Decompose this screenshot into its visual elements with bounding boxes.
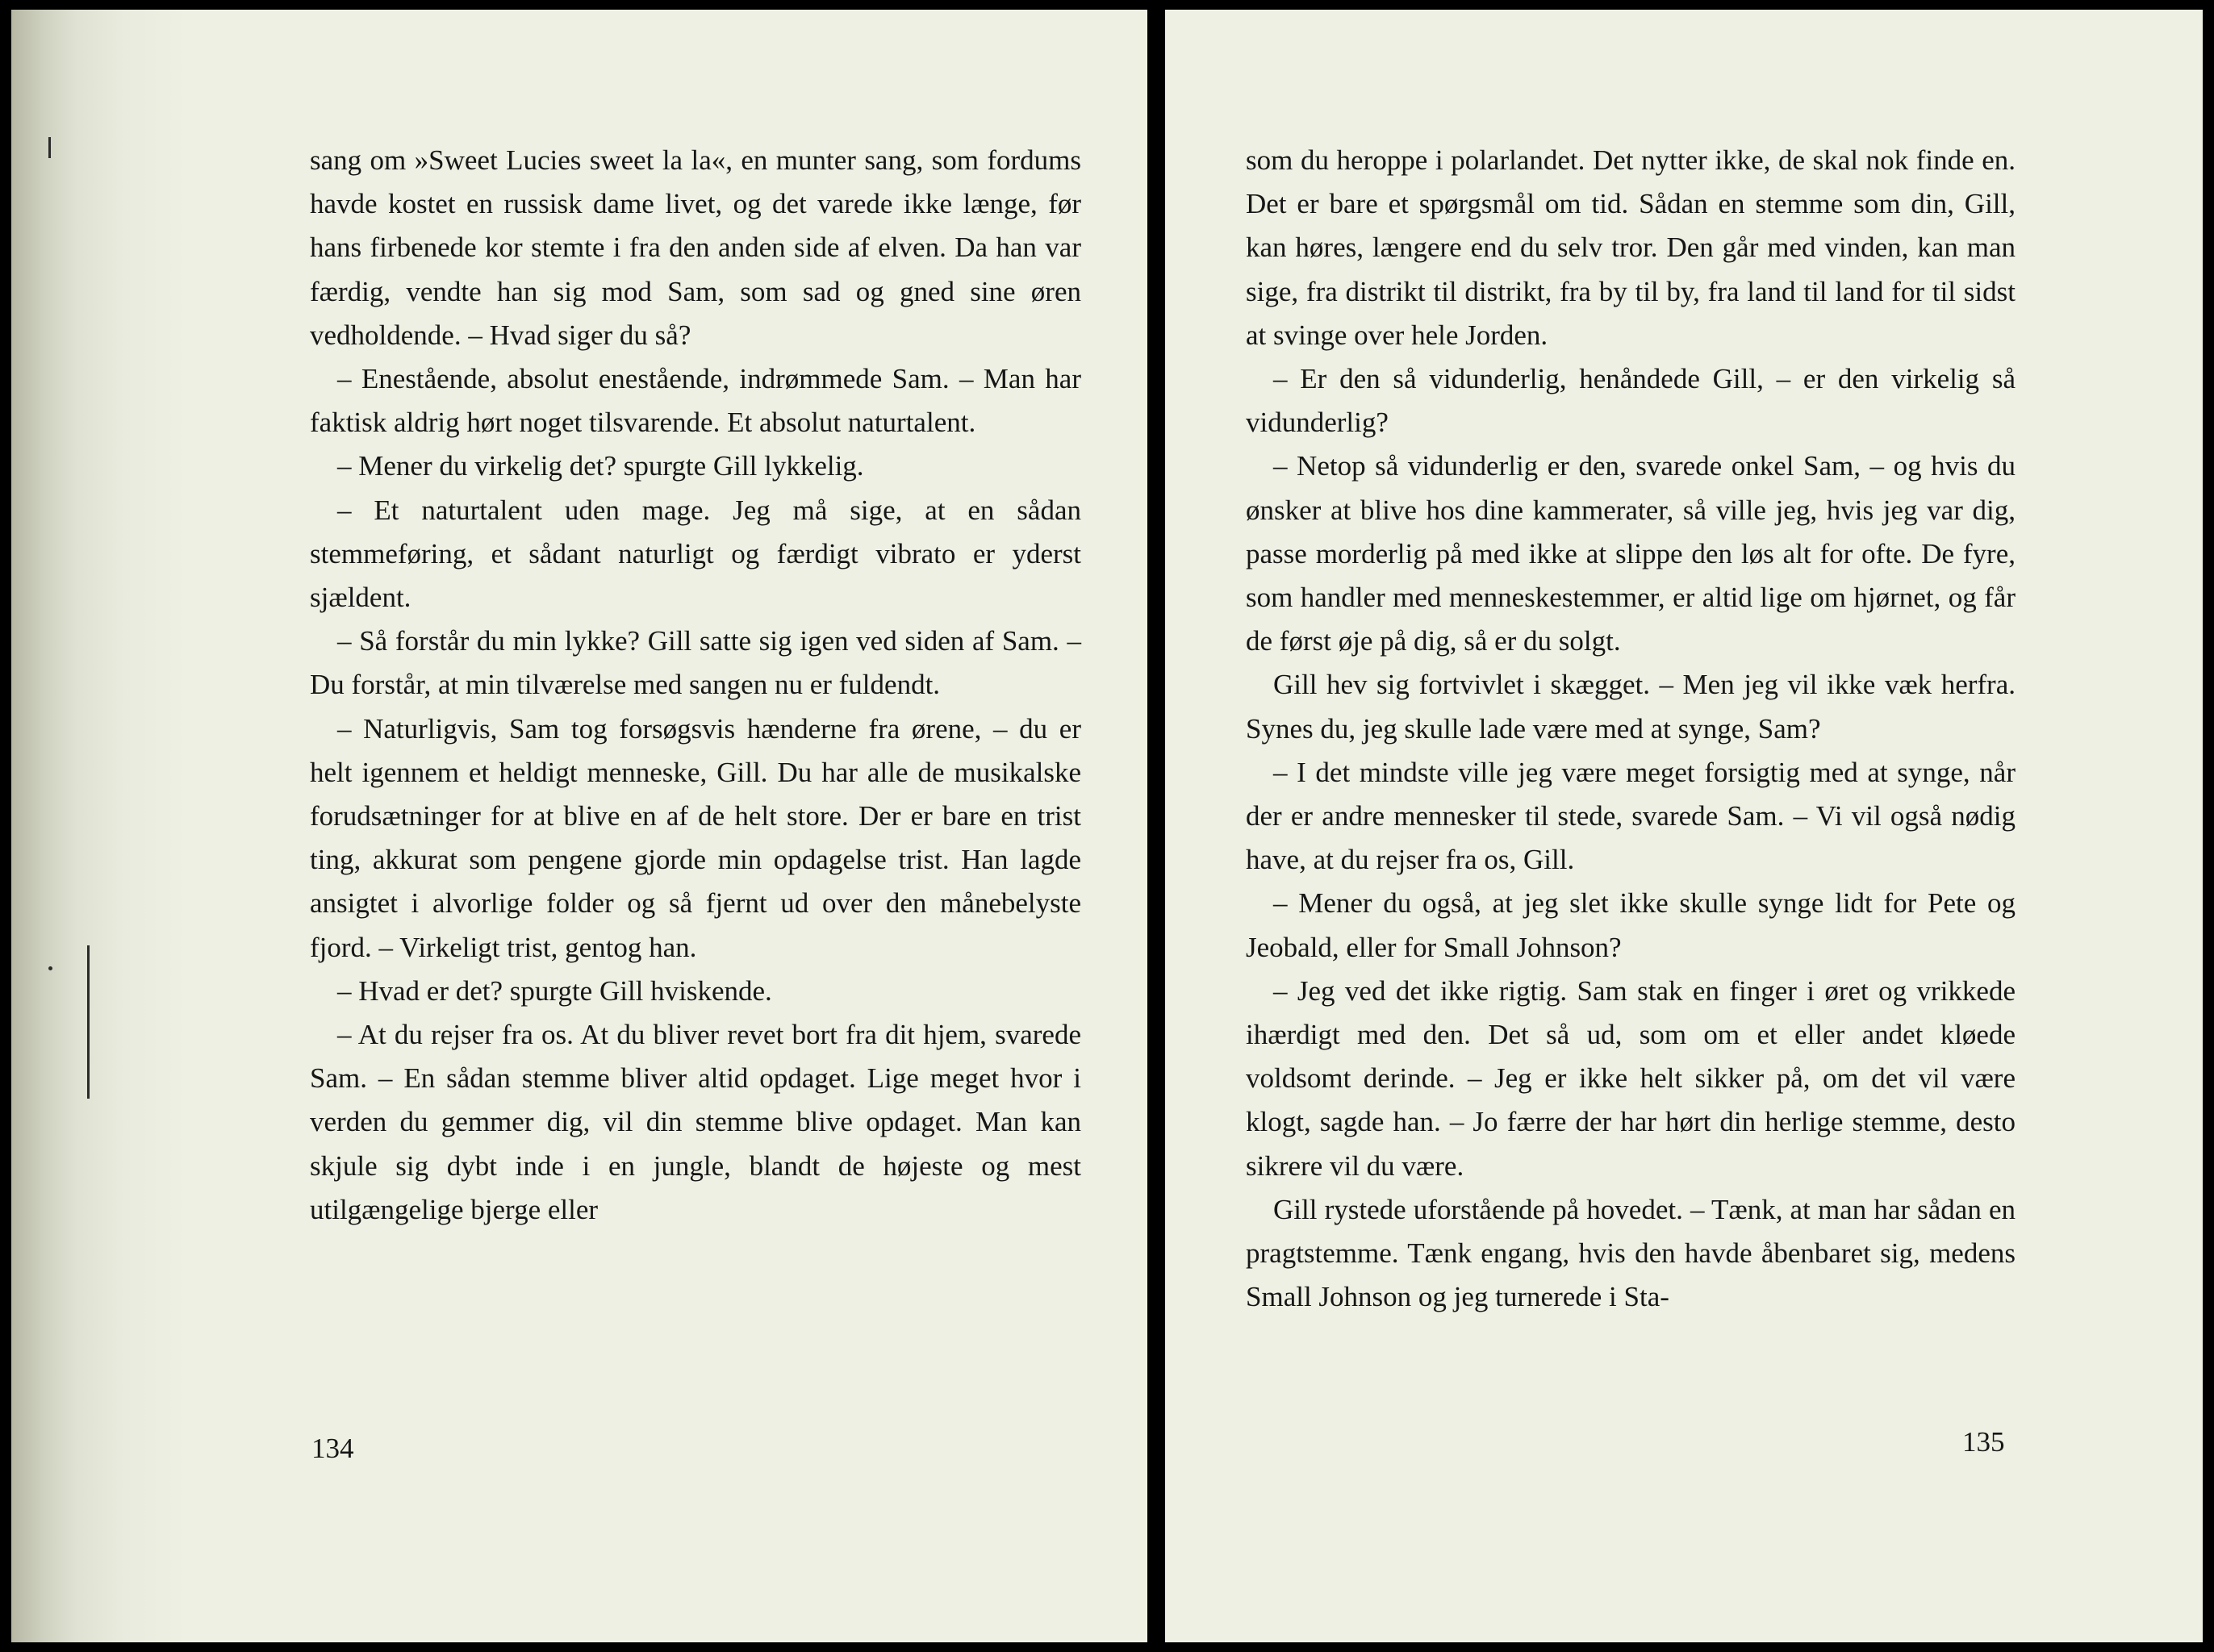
paragraph: Gill rystede uforstående på hovedet. – Tænk, at man har sådan en pragtstemme. Tænk engang, hvis den havde åbenbaret sig, medens Small Johnson og jeg turnerede i Sta-	[1246, 1193, 2016, 1313]
right-page-text	[1246, 139, 2016, 1319]
paragraph: – At du rejser fra os. At du bliver revet bort fra dit hjem, svarede Sam. – En sådan stemme bliver altid opdaget. Lige meget hvor i verden du gemmer dig, vil din stemme blive opdaget. Man kan skjule sig dybt inde i en jungle, blandt de højeste og mest utilgængelige bjerge eller	[310, 1019, 1081, 1225]
right-page	[1165, 10, 2203, 1642]
paragraph: sang om »Sweet Lucies sweet la la«, en munter sang, som fordums havde kostet en russisk dame livet, og det varede ikke længe, før hans firbenede kor stemte i fra den anden side af elven. Da han var færdig, vendte han sig mod Sam, som sad og gned sine øren vedholdende. – Hvad siger du så?	[310, 144, 1081, 351]
paragraph: – Er den så vidunderlig, henåndede Gill, – er den virkelig så vidunderlig?	[1246, 363, 2016, 439]
binding-mark	[48, 137, 51, 158]
paragraph: Gill hev sig fortvivlet i skægget. – Men jeg vil ikke væk herfra. Synes du, jeg skulle lade være med at synge, Sam?	[1246, 669, 2016, 745]
left-page	[11, 10, 1147, 1642]
paragraph: – Mener du virkelig det? spurgte Gill lykkelig.	[337, 450, 864, 482]
paragraph: – Så forstår du min lykke? Gill satte sig igen ved siden af Sam. – Du forstår, at min tilværelse med sangen nu er fuldendt.	[310, 625, 1081, 701]
paragraph: – Enestående, absolut enestående, indrømmede Sam. – Man har faktisk aldrig hørt noget tilsvarende. Et absolut naturtalent.	[310, 363, 1081, 439]
paragraph: – Naturligvis, Sam tog forsøgsvis hænderne fra ørene, – du er helt igennem et heldigt menneske, Gill. Du har alle de musikalske forudsætninger for at blive en af de helt store. Der er bare en trist ting, akkurat som pengene gjorde min opdagelse trist. Han lagde ansigtet i alvorlige folder og så fjernt ud over den månebelyste fjord. – Virkeligt trist, gentog han.	[310, 712, 1081, 963]
paragraph: – Hvad er det? spurgte Gill hviskende.	[337, 974, 772, 1007]
paragraph: – Jeg ved det ikke rigtig. Sam stak en finger i øret og vrikkede ihærdigt med den. Det så ud, som om et eller andet kløede voldsomt derinde. – Jeg er ikke helt sikker på, om det vil være klogt, sagde han. – Jo færre der har hørt din herlige stemme, desto sikrere vil du være.	[1246, 974, 2016, 1182]
paragraph: som du heroppe i polarlandet. Det nytter ikke, de skal nok finde en. Det er bare et spørgsmål om tid. Sådan en stemme som din, Gill, kan høres, længere end du selv tror. Den går med vinden, kan man sige, fra distrikt til distrikt, fra by til by, fra land til land for til sidst at svinge over hele Jorden.	[1246, 144, 2016, 351]
binding-mark	[87, 945, 90, 1099]
binding-mark	[48, 966, 52, 970]
paragraph: – Et naturtalent uden mage. Jeg må sige, at en sådan stemmeføring, et sådant naturligt og færdigt vibrato er yderst sjældent.	[310, 494, 1081, 614]
paragraph: – I det mindste ville jeg være meget forsigtig med at synge, når der er andre mennesker til stede, svarede Sam. – Vi vil også nødig have, at du rejser fra os, Gill.	[1246, 756, 2016, 876]
page-number: 135	[1962, 1426, 2005, 1458]
page-number: 134	[311, 1433, 354, 1464]
left-page-text	[310, 139, 1081, 1232]
paragraph: – Netop så vidunderlig er den, svarede onkel Sam, – og hvis du ønsker at blive hos dine kammerater, så ville jeg, hvis jeg var dig, passe morderlig på med ikke at slippe den løs alt for ofte. De fyre, som handler med menneskestemmer, er altid lige om hjørnet, og får de først øje på dig, så er du solgt.	[1246, 450, 2016, 657]
paragraph: – Mener du også, at jeg slet ikke skulle synge lidt for Pete og Jeobald, eller for Small Johnson?	[1246, 887, 2016, 963]
